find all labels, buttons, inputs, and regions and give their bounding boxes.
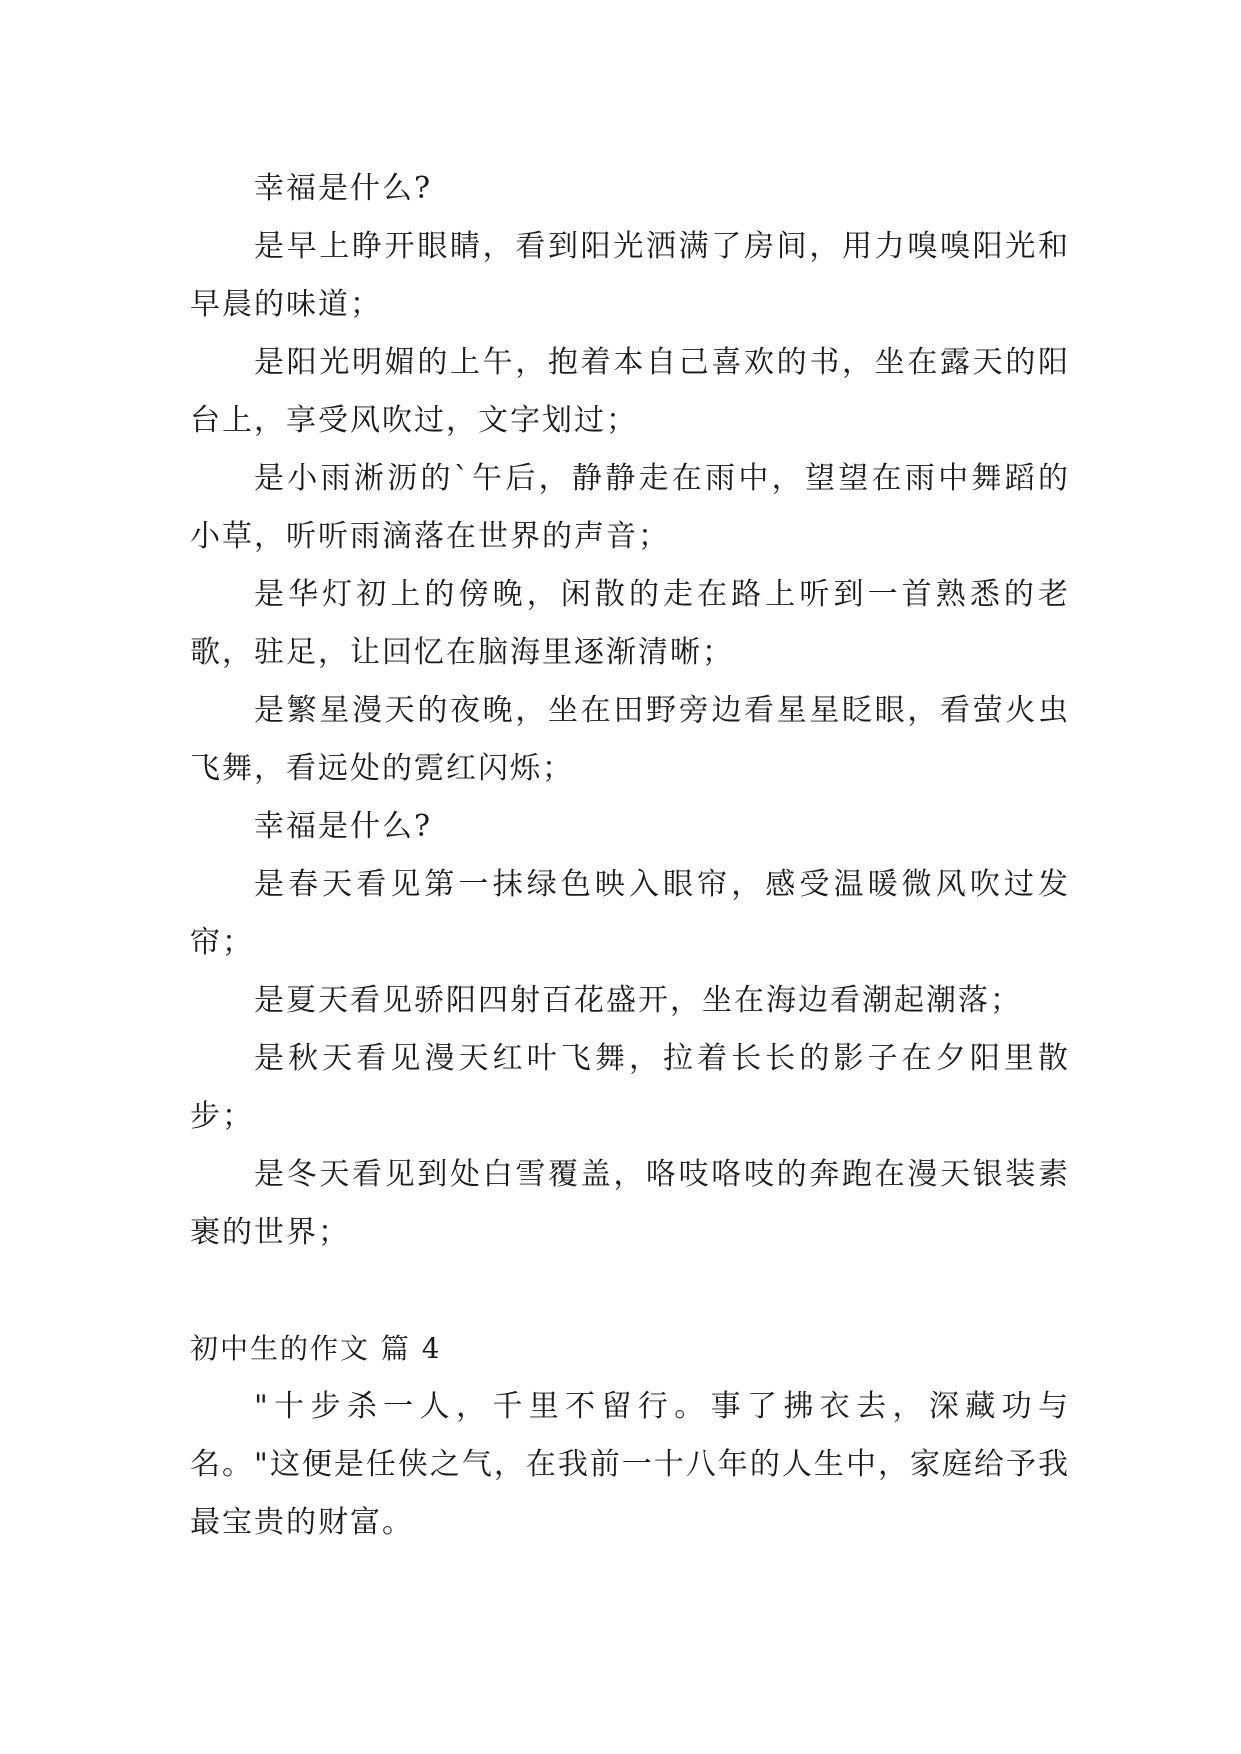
paragraph: 是早上睁开眼睛，看到阳光洒满了房间，用力嗅嗅阳光和早晨的味道； [190,229,1070,322]
paragraph: 是春天看见第一抹绿色映入眼帘，感受温暖微风吹过发帘； [190,867,1070,960]
paragraph: 是阳光明媚的上午，抱着本自己喜欢的书，坐在露天的阳台上，享受风吹过，文字划过； [190,345,1070,438]
paragraph: 幸福是什么? [254,171,433,206]
paragraph: 是夏天看见骄阳四射百花盛开，坐在海边看潮起潮落； [254,983,1022,1018]
paragraph: 是冬天看见到处白雪覆盖，咯吱咯吱的奔跑在漫天银装素裹的世界； [190,1157,1070,1250]
document-body [190,160,1070,1552]
paragraph: 是秋天看见漫天红叶飞舞，拉着长长的影子在夕阳里散步； [190,1041,1070,1134]
paragraph: "十步杀一人，千里不留行。事了拂衣去，深藏功与名。"这便是任侠之气，在我前一十八年的人生中，家庭给予我最宝贵的财富。 [190,1389,1070,1540]
paragraph: 是小雨淅沥的`午后，静静走在雨中，望望在雨中舞蹈的小草，听听雨滴落在世界的声音； [190,461,1070,554]
section-heading: 初中生的作文 篇 4 [190,1332,442,1365]
paragraph: 是华灯初上的傍晚，闲散的走在路上听到一首熟悉的老歌，驻足，让回忆在脑海里逐渐清晰； [190,577,1070,670]
paragraph: 是繁星漫天的夜晚，坐在田野旁边看星星眨眼，看萤火虫飞舞，看远处的霓红闪烁； [190,693,1070,786]
paragraph: 幸福是什么? [254,809,433,844]
